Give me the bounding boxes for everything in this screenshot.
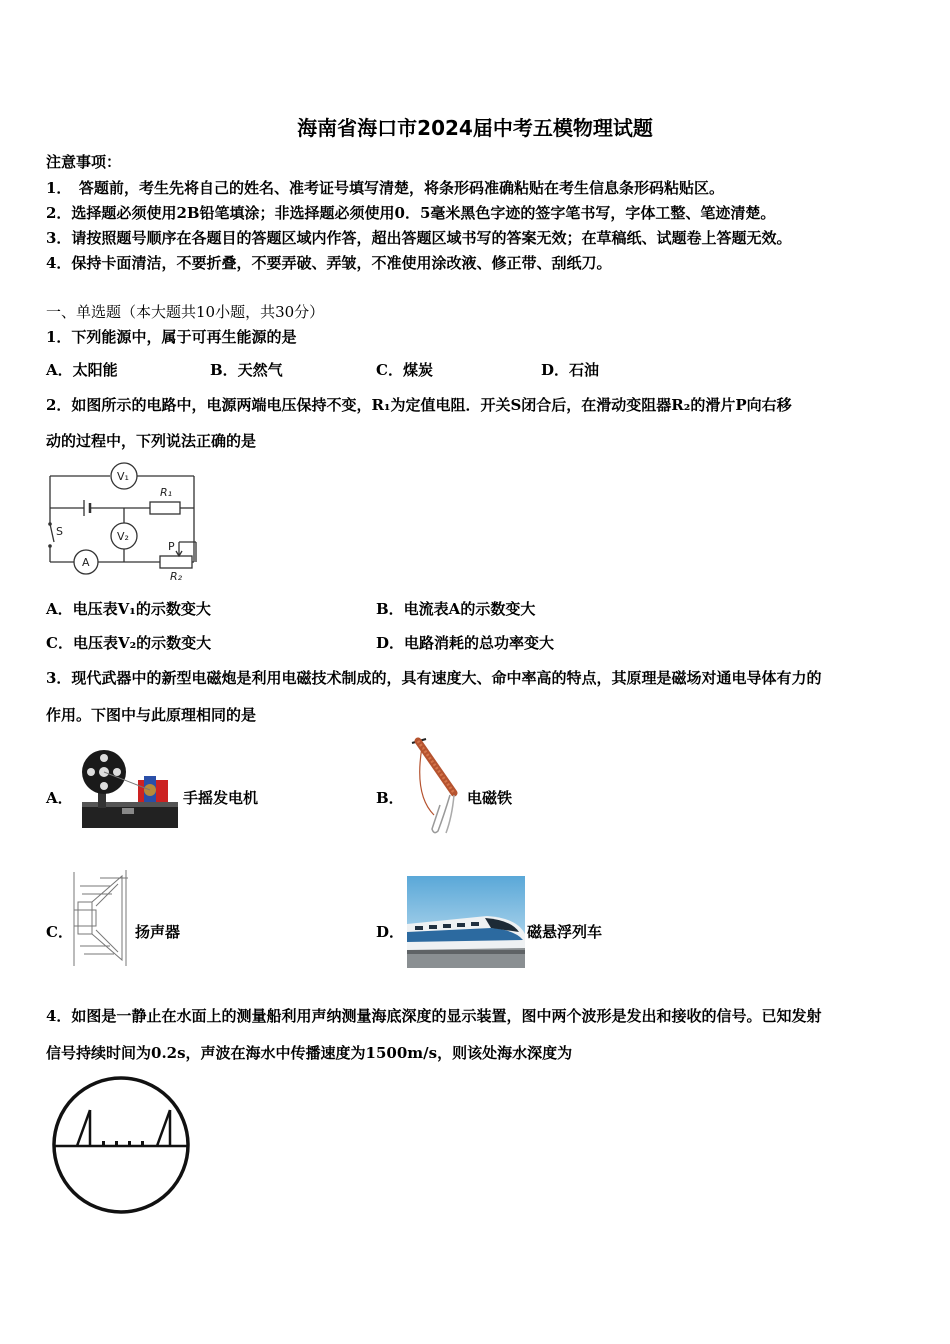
q4-stem-line2: 信号持续时间为0.2s，声波在海水中传播速度为1500m/s，则该处海水深度为 [46, 1044, 573, 1062]
maglev-train-image [407, 876, 525, 968]
q1-stem: 1．下列能源中，属于可再生能源的是 [46, 328, 297, 346]
q3-option-a-label: 手摇发电机 [183, 789, 259, 807]
electromagnet-image [404, 735, 466, 839]
r1-label: R₁ [160, 486, 173, 499]
q3-option-b-label: 电磁铁 [467, 789, 513, 807]
q2-option-a: A．电压表V₁的示数变大 [46, 600, 211, 618]
q1-option-d: D．石油 [541, 361, 600, 379]
circuit-diagram [44, 462, 204, 584]
q3-option-c-letter: C． [46, 923, 73, 941]
v1-label: V₁ [117, 470, 129, 483]
q1-option-c: C．煤炭 [376, 361, 433, 379]
q2-stem-line1: 2．如图所示的电路中，电源两端电压保持不变，R₁为定值电阻．开关S闭合后，在滑动变阻器R₂的滑片P向右移 [46, 396, 792, 414]
q3-option-a-letter: A． [46, 789, 73, 807]
r2-label: R₂ [170, 570, 183, 583]
notice-item-3: 3．请按照题号顺序在各题目的答题区域内作答，超出答题区域书写的答案无效；在草稿纸、试题卷上答题无效。 [46, 229, 792, 247]
hand-generator-image [78, 746, 180, 834]
switch-label: S [56, 525, 63, 538]
q3-stem-line2: 作用。下图中与此原理相同的是 [46, 706, 257, 724]
q3-option-d-letter: D． [376, 923, 405, 941]
q4-stem-line1: 4．如图是一静止在水面上的测量船利用声纳测量海底深度的显示装置，图中两个波形是发出和接收的信号。已知发射 [46, 1007, 822, 1025]
q3-option-b-letter: B． [376, 789, 404, 807]
slider-label: P [168, 540, 175, 553]
q3-option-d-label: 磁悬浮列车 [527, 923, 603, 941]
q2-option-c: C．电压表V₂的示数变大 [46, 634, 212, 652]
speaker-image [70, 866, 134, 972]
q3-option-c-label: 扬声器 [135, 923, 181, 941]
q2-stem-line2: 动的过程中，下列说法正确的是 [46, 432, 257, 450]
sonar-display [50, 1074, 192, 1216]
q3-stem-line1: 3．现代武器中的新型电磁炮是利用电磁技术制成的，具有速度大、命中率高的特点，其原理是磁场对通电导体有力的 [46, 669, 822, 687]
q2-option-d: D．电路消耗的总功率变大 [376, 634, 555, 652]
q1-option-b: B．天然气 [210, 361, 283, 379]
v2-label: V₂ [117, 530, 129, 543]
notice-item-2: 2．选择题必须使用2B铅笔填涂；非选择题必须使用0．5毫米黑色字迹的签字笔书写，字体工整、笔迹清楚。 [46, 204, 776, 222]
q1-option-a: A．太阳能 [46, 361, 118, 379]
notice-heading: 注意事项： [46, 153, 122, 171]
section-heading: 一、单选题（本大题共10小题，共30分） [46, 303, 325, 321]
q2-option-b: B．电流表A的示数变大 [376, 600, 536, 618]
notice-item-4: 4．保持卡面清洁，不要折叠，不要弄破、弄皱，不准使用涂改液、修正带、刮纸刀。 [46, 254, 612, 272]
ammeter-label: A [82, 556, 90, 569]
page-title: 海南省海口市2024届中考五模物理试题 [297, 116, 653, 140]
notice-item-1: 1． 答题前，考生先将自己的姓名、准考证号填写清楚，将条形码准确粘贴在考生信息条形码粘贴区。 [46, 179, 724, 197]
